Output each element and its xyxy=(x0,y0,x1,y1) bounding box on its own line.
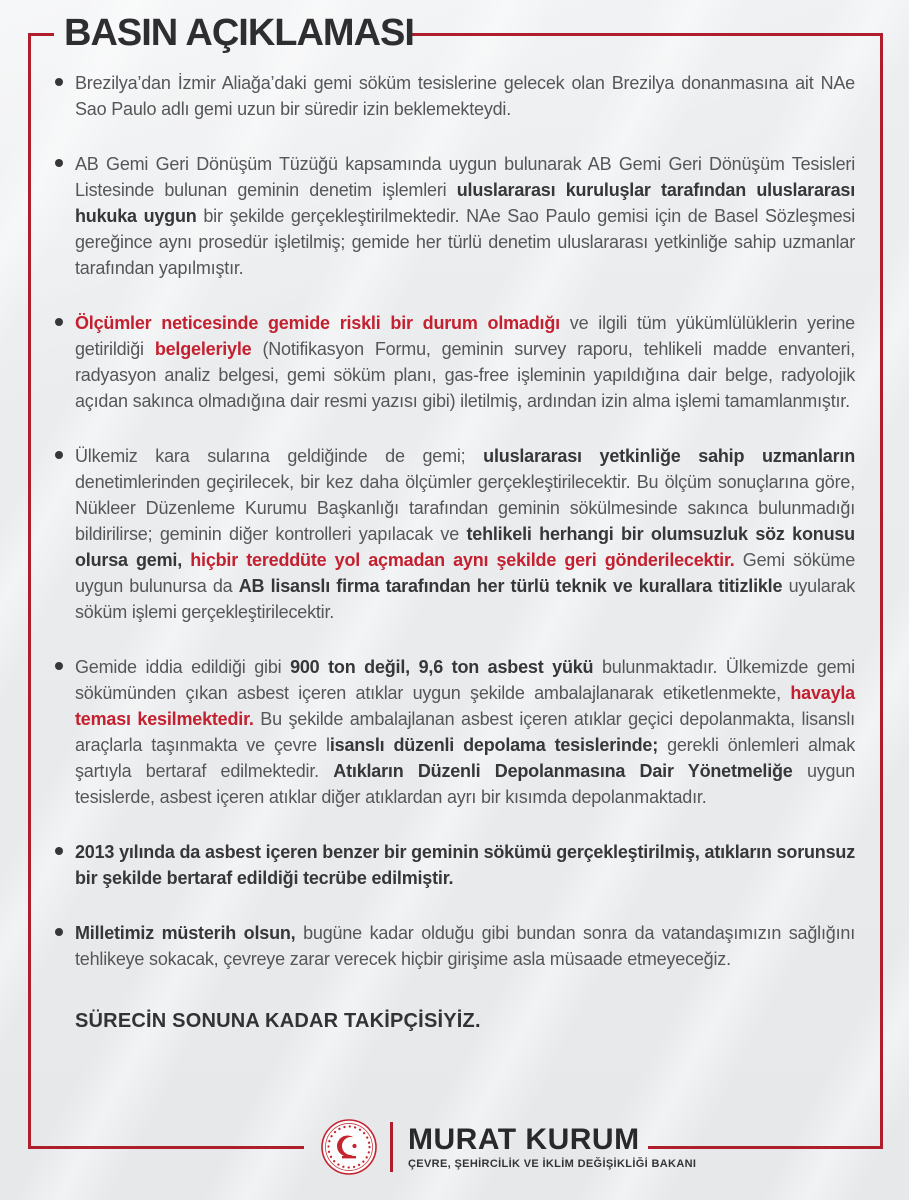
page-title: BASIN AÇIKLAMASI xyxy=(64,12,414,54)
frame-bottom-left-line xyxy=(28,1146,304,1149)
bullet-paragraph: 2013 yılında da asbest içeren benzer bir geminin sökümü gerçekleştirilmiş, atıkların sorunsuz bir şekilde bertaraf edildiği tecrübe edilmiştir. xyxy=(75,842,855,888)
bullet-paragraph: Milletimiz müsterih olsun, bugüne kadar olduğu gibi bundan sonra da vatandaşımızın sağlığını tehlikeye sokacak, çevreye zarar verecek hiçbir girişime asla müsaade etmeyeceğiz. xyxy=(75,923,855,969)
frame-right-line xyxy=(880,33,883,1149)
minister-role: ÇEVRE, ŞEHİRCİLİK VE İKLİM DEĞİŞİKLİĞİ BAKANI xyxy=(408,1158,697,1171)
bullet-paragraph: AB Gemi Geri Dönüşüm Tüzüğü kapsamında uygun bulunarak AB Gemi Geri Dönüşüm Tesisleri Listesinde bulunan geminin denetim işlemleri uluslararası kuruluşlar tarafından uluslararası hukuka uygun bir şekilde gerçekleştirilmektedir. NAe Sao Paulo gemisi için de Basel Sözleşmesi gereğince aynı prosedür işletilmiş; gemide her türlü denetim uluslararası yetkinliğe sahip uzmanlar tarafından yapılmıştır. xyxy=(75,154,856,278)
frame-top-line xyxy=(410,33,883,36)
bullet-item xyxy=(55,443,855,625)
bullet-dot xyxy=(55,151,75,281)
bullet-item xyxy=(55,654,855,810)
bullet-dot xyxy=(55,839,75,891)
footer-divider xyxy=(390,1122,393,1172)
bullet-dot xyxy=(55,920,75,972)
ministry-seal-icon xyxy=(320,1118,378,1176)
bullet-paragraph: Ölçümler neticesinde gemide riskli bir durum olmadığı ve ilgili tüm yükümlülüklerin yerine getirildiği belgeleriyle (Notifikasyon Formu, geminin survey raporu, tehlikeli madde envanteri, radyasyon analiz belgesi, gemi söküm planı, gas-free işleminin yapıldığına dair belge, radyolojik açıdan sakınca olmadığına dair resmi yazısı gibi) iletilmiş, ardından izin alma işlemi tamamlanmıştır. xyxy=(75,313,855,411)
bullet-dot xyxy=(55,70,75,122)
frame-title-dash xyxy=(28,33,54,36)
minister-name: MURAT KURUM xyxy=(408,1122,640,1156)
bullet-dot xyxy=(55,443,75,625)
footer-signature xyxy=(320,1118,696,1176)
bullet-item xyxy=(55,920,855,972)
bullet-list xyxy=(55,70,855,1033)
bullet-paragraph: Gemide iddia edildiği gibi 900 ton değil, 9,6 ton asbest yükü bulunmaktadır. Ülkemizde gemi sökümünden çıkan asbest içeren atıklar uygun şekilde ambalajlanarak etiketlenmekte, havayla teması kesilmektedir. Bu şekilde ambalajlanan asbest içeren atıklar geçici depolanmakta, lisanslı araçlarla taşınmakta ve çevre lisanslı düzenli depolama tesislerinde; gerekli önlemleri almak şartıyla bertaraf edilmektedir. Atıkların Düzenli Depolanmasına Dair Yönetmeliğe uygun tesislerde, asbest içeren atıklar diğer atıklardan ayrı bir kısımda depolanmaktadır. xyxy=(75,657,855,807)
bullet-dot xyxy=(55,310,75,414)
bullet-item xyxy=(55,151,855,281)
bullet-item xyxy=(55,70,855,122)
bullet-paragraph: Ülkemiz kara sularına geldiğinde de gemi; uluslararası yetkinliğe sahip uzmanların denetimlerinden geçirilecek, bir kez daha ölçümler gerçekleştirilecektir. Bu ölçüm sonuçlarına göre, Nükleer Düzenleme Kurumu Başkanlığı tarafından geminin sökülmesinde sakınca bulunmadığı bildirilirse; geminin diğer kontrolleri yapılacak ve tehlikeli herhangi bir olumsuzluk söz konusu olursa gemi, hiçbir tereddüte yol açmadan aynı şekilde geri gönderilecektir. Gemi söküme uygun bulunursa da AB lisanslı firma tarafından her türlü teknik ve kurallara titizlikle uyularak söküm işlemi gerçekleştirilecektir. xyxy=(75,446,855,622)
bullet-paragraph: Brezilya’dan İzmir Aliağa’daki gemi söküm tesislerine gelecek olan Brezilya donanmasına ait NAe Sao Paulo adlı gemi uzun bir süredir izin beklemekteydi. xyxy=(75,73,855,119)
bullet-dot xyxy=(55,654,75,810)
frame-left-line xyxy=(28,33,31,1149)
closing-statement: SÜRECİN SONUNA KADAR TAKİPÇİSİYİZ. xyxy=(75,1010,481,1032)
bullet-item xyxy=(55,310,855,414)
bullet-item xyxy=(55,839,855,891)
footer-text-block xyxy=(408,1124,696,1171)
